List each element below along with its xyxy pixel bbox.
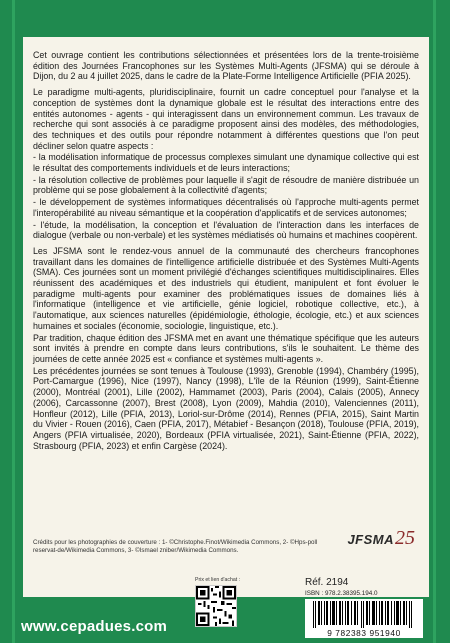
barcode-digits: 9 782383 951940 bbox=[305, 628, 423, 638]
back-cover-panel bbox=[23, 37, 429, 597]
photo-credits: Crédits pour les photographies de couverture : 1- ©Christophe.Finot/Wikimedia Commons, 2- ©Hps-poll reservat-de/Wikimedia Commons, 3- ©Ismael zniber/Wikimedia Commons. bbox=[33, 539, 318, 554]
paragraph-intro: Cet ouvrage contient les contributions sélectionnées et présentées lors de la trente-troisième édition des Journées Francophones sur les Systèmes Multi-Agents (JFSMA) qui se déroule à Dijon, du 2 au 4 juillet 2025, dans le cadre de la Plate-Forme Intelligence Artificielle (PFIA 2025). bbox=[33, 50, 419, 82]
paragraph-tradition: Par tradition, chaque édition des JFSMA met en avant une thématique spécifique que les auteurs sont invités à prendre en compte dans leurs contributions, s'ils le souhaitent. Le thème des journées de cette année 2025 est « confiance et systèmes multi-agents ». bbox=[33, 332, 419, 364]
bullet-interaction: - l'étude, la modélisation, la conception et l'évaluation de l'interaction dans les interfaces de dialogue (verbale ou non-verbale) et les systèmes médiatisés où humains et machines coopèrent. bbox=[33, 219, 419, 241]
paragraph-paradigm: Le paradigme multi-agents, pluridisciplinaire, fournit un cadre conceptuel pour l'analyse et la conception de systèmes dont la dynamique globale est le résultat des interactions entre des entités autonomes - agents - qui interagissent dans un environnement commun. Les travaux de recherche qui sont associés à ce paradigme proposent ainsi des modèles, des méthodologies, des techniques et des outils pour répondre notamment à différentes questions que l'on peut décliner selon quatre aspects : bbox=[33, 87, 419, 151]
isbn: ISBN : 978.2.38395.194.0 bbox=[305, 590, 378, 597]
summary-text bbox=[33, 50, 419, 451]
bullet-developpement: - le développement de systèmes informatiques décentralisés où l'approche multi-agents permet l'interopérabilité au niveau sémantique et la coopération d'applicatifs et de services autonomes; bbox=[33, 197, 419, 218]
bullet-resolution: - la résolution collective de problèmes pour laquelle il s'agit de résoudre de manière distribuée un problème qui se pose globalement à la collectivité d'agents; bbox=[33, 174, 419, 196]
jfsma-logo-text: JFSMA bbox=[347, 532, 394, 547]
jfsma-logo-number: 25 bbox=[395, 527, 415, 549]
reference-number: Réf. 2194 bbox=[305, 577, 349, 588]
bullet-modelisation: - la modélisation informatique de processus complexes simulant une dynamique collective qui est le résultat des comportements individuels et de leurs interactions; bbox=[33, 152, 419, 174]
publisher-website-link[interactable]: www.cepadues.com bbox=[21, 618, 168, 635]
jfsma-logo bbox=[347, 527, 415, 550]
right-decorative-stripe bbox=[433, 0, 436, 643]
qr-code[interactable] bbox=[195, 585, 237, 627]
paragraph-previous-editions: Les précédentes journées se sont tenues à Toulouse (1993), Grenoble (1994), Chambéry (1995), Port-Camargue (1996), Nice (1997), Nancy (1998), L'île de la Réunion (1999), Saint-Étienne (2000), Montréal (2001), Lille (2002), Hammamet (2003), Paris (2004), Calais (2005), Annecy (2006), Carcassonne (2007), Brest (2008), Lyon (2009), Mahdia (2010), Valenciennes (2011), Honfleur (2012), Lille (PFIA, 2013), Loriol-sur-Drôme (2014), Rennes (PFIA, 2015), Saint Martin du Vivier - Rouen (2016), Caen (PFIA, 2017), Métabief - Besançon (2018), Toulouse (PFIA, 2019), Angers (PFIA virtualisée, 2020), Bordeaux (PFIA virtualisée, 2021), Saint-Étienne (PFIA, 2022), Strasbourg (PFIA, 2023) et enfin Cargèse (2024). bbox=[33, 365, 419, 451]
paragraph-rendez-vous: Les JFSMA sont le rendez-vous annuel de la communauté des chercheurs francophones travaillant dans les domaines de l'intelligence artificielle distribuée et des Systèmes Multi-Agents (SMA). Ces journées sont un moment privilégié d'échanges scientifiques multidisciplinaires. Elles réunissent des académiques et des industriels qui étudient, manipulent et font évoluer le paradigme multi-agents pour examiner des problématiques issues de domaines liés à l'informatique (intelligence et vie artificielle, génie logiciel, robotique collective, etc.), à l'automatique, aux sciences naturelles (épidémiologie, éthologie, écologie, etc.) et aux sciences humaines et sociales (économie, sociologie, linguistique, etc.). bbox=[33, 245, 419, 331]
left-decorative-stripe bbox=[12, 0, 15, 643]
price-link-label: Prix et lien d'achat : bbox=[195, 577, 241, 583]
